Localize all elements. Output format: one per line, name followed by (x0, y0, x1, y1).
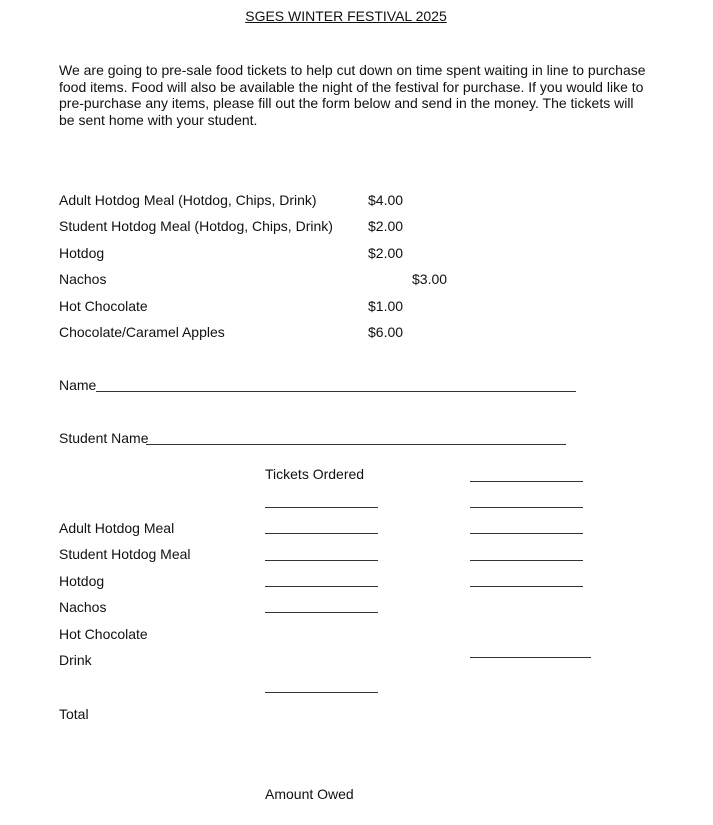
price-item-name: Hotdog (59, 245, 105, 261)
price-item-price: $1.00 (368, 298, 404, 314)
order-item-label: Student Hotdog Meal (59, 546, 191, 562)
tickets-field[interactable] (265, 612, 378, 613)
amount-field[interactable] (470, 481, 583, 482)
amount-field[interactable] (470, 533, 583, 534)
name-label: Name (59, 377, 97, 393)
page-title: SGES WINTER FESTIVAL 2025 (245, 8, 447, 24)
order-item-label: Hot Chocolate (59, 626, 148, 642)
price-item-price: $6.00 (368, 324, 404, 340)
order-item-label: Nachos (59, 599, 107, 615)
amount-field[interactable] (470, 560, 583, 561)
tickets-field[interactable] (265, 586, 378, 587)
student-name-label: Student Name (59, 430, 149, 446)
amount-field[interactable] (470, 586, 583, 587)
price-item-name: Student Hotdog Meal (Hotdog, Chips, Drink) (59, 218, 333, 234)
price-item-price: $3.00 (412, 271, 448, 287)
tickets-ordered-header: Tickets Ordered (265, 466, 365, 482)
amount-field[interactable] (470, 507, 583, 508)
price-item-price: $2.00 (368, 245, 404, 261)
student-name-field[interactable] (146, 444, 566, 445)
amount-owed-label: Amount Owed (265, 786, 354, 802)
price-item-name: Hot Chocolate (59, 298, 148, 314)
price-item-name: Nachos (59, 271, 107, 287)
order-item-label: Hotdog (59, 573, 105, 589)
price-item-name: Chocolate/Caramel Apples (59, 324, 225, 340)
tickets-field[interactable] (265, 507, 378, 508)
tickets-field[interactable] (265, 533, 378, 534)
order-item-label: Adult Hotdog Meal (59, 520, 175, 536)
amount-field[interactable] (470, 657, 591, 658)
order-item-label: Drink (59, 652, 92, 668)
price-item-name: Adult Hotdog Meal (Hotdog, Chips, Drink) (59, 192, 317, 208)
total-label: Total (59, 706, 89, 722)
intro-paragraph: We are going to pre-sale food tickets to help cut down on time spent waiting in line to purchase food items. Food will also be available the night of the festival for purchase. If you would like to pre-purchase any items, please fill out the form below and send in the money. The tickets will be sent home with your student. (59, 62, 646, 128)
name-field[interactable] (96, 391, 576, 392)
tickets-field[interactable] (265, 692, 378, 693)
tickets-field[interactable] (265, 560, 378, 561)
price-item-price: $4.00 (368, 192, 404, 208)
price-item-price: $2.00 (368, 218, 404, 234)
